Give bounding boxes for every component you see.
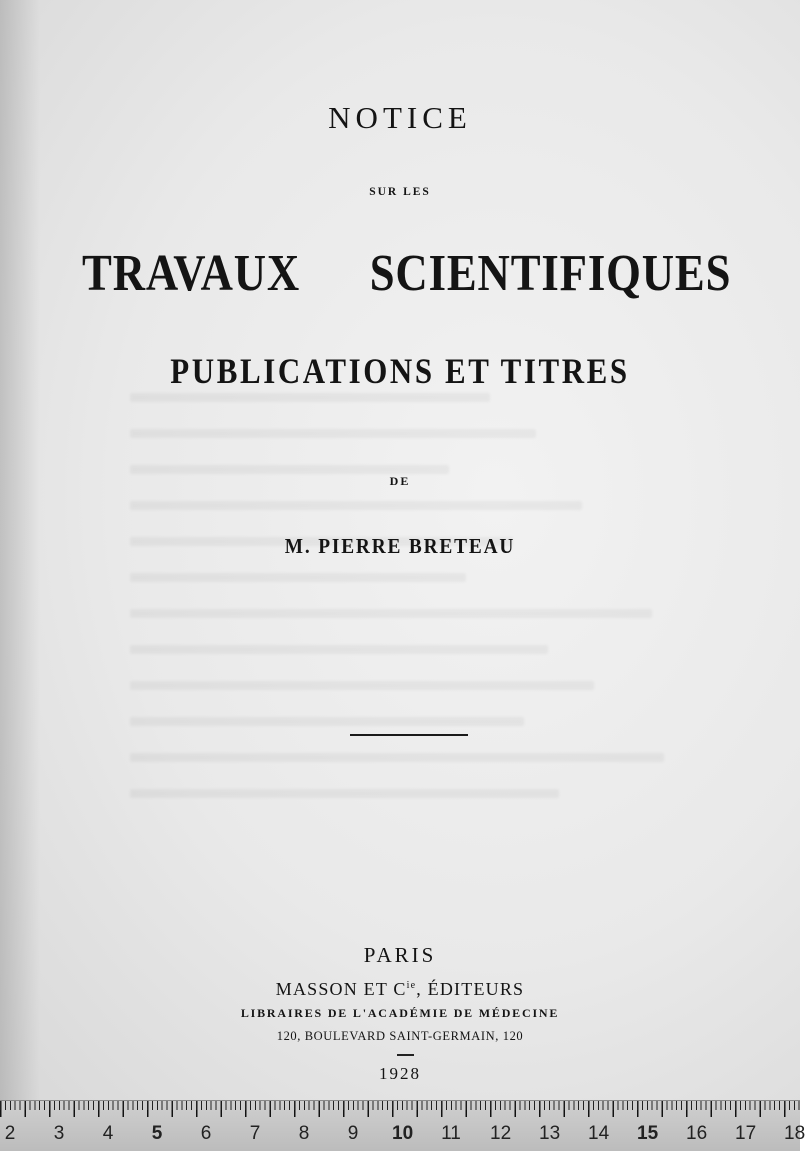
ruler-number: 10 — [392, 1123, 414, 1144]
ruler-number: 9 — [347, 1123, 359, 1144]
ruler-number: 16 — [686, 1123, 708, 1144]
imprint-year: 1928 — [379, 1064, 421, 1083]
ruler-number: 6 — [200, 1123, 212, 1144]
publisher-name: MASSON ET C — [275, 979, 407, 999]
publisher-superscript: ie — [406, 980, 417, 991]
measuring-ruler — [0, 1100, 805, 1151]
ruler-number: 15 — [637, 1123, 659, 1144]
imprint-address: 120, BOULEVARD SAINT-GERMAIN, 120 — [276, 1029, 524, 1043]
ruler-number: 14 — [588, 1123, 610, 1144]
ruler-number: 12 — [490, 1123, 512, 1144]
short-rule — [397, 1054, 414, 1056]
main-title: TRAVAUX SCIENTIFIQUES — [82, 245, 732, 302]
ruler-number: 3 — [53, 1123, 65, 1144]
ruler-number: 17 — [735, 1123, 757, 1144]
divider-rule — [350, 734, 468, 736]
author-name: M. PIERRE BRETEAU — [284, 534, 516, 558]
imprint-publisher — [0, 979, 800, 1000]
subtitle: PUBLICATIONS ET TITRES — [170, 351, 630, 391]
ruler-number: 8 — [298, 1123, 310, 1144]
ruler-ticks — [0, 1101, 800, 1121]
publisher-tail: , ÉDITEURS — [416, 979, 525, 999]
de-text: DE — [389, 474, 411, 488]
imprint-libraires: LIBRAIRES DE L'ACADÉMIE DE MÉDECINE — [240, 1006, 560, 1020]
ruler-number: 4 — [102, 1123, 114, 1144]
ruler-number: 13 — [539, 1123, 561, 1144]
ruler-number: 5 — [151, 1123, 163, 1144]
imprint-city: PARIS — [363, 943, 437, 967]
sur-les-text: SUR LES — [369, 186, 431, 198]
ruler-number: 2 — [4, 1123, 16, 1144]
ruler-number: 18 — [784, 1123, 805, 1144]
notice-heading: NOTICE — [328, 100, 472, 135]
ruler-number: 11 — [441, 1123, 461, 1144]
ruler-number: 7 — [249, 1123, 261, 1144]
